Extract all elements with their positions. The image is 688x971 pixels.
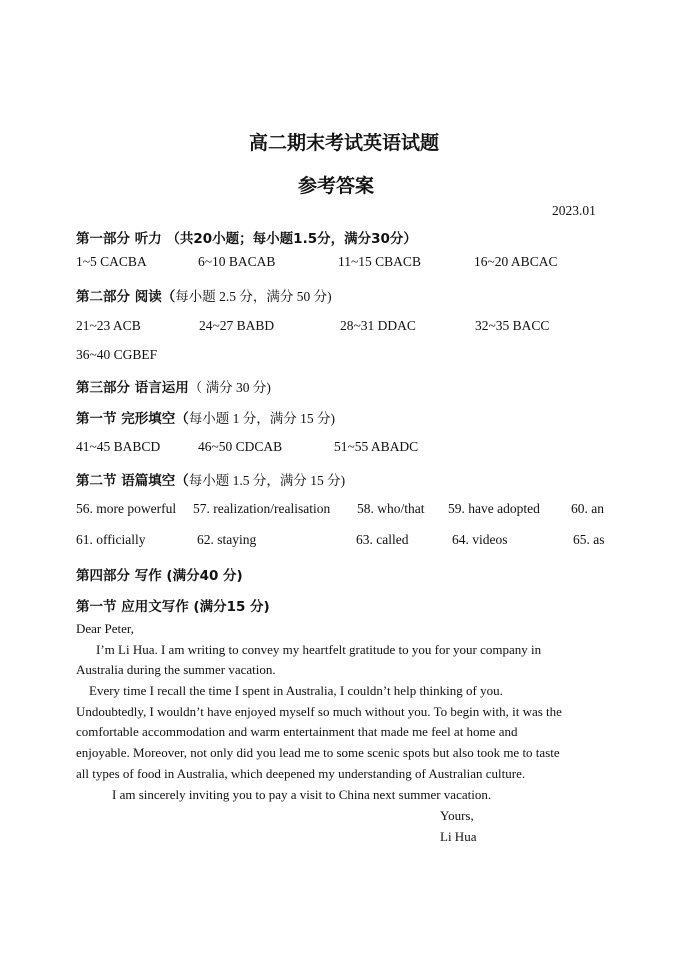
answer-item: 59. have adopted bbox=[448, 501, 540, 516]
part1-heading: 第一部分 听力 （共20小题；每小题1.5分，满分30分） bbox=[76, 231, 417, 247]
part2-heading-bold: 第二部分 阅读（ bbox=[76, 289, 176, 305]
date-label: 2023.01 bbox=[552, 203, 596, 218]
part2-heading bbox=[76, 285, 332, 305]
section1-heading-bold: 第一节 完形填空（ bbox=[76, 411, 189, 427]
answer-item: 65. as bbox=[573, 532, 605, 547]
part3-section1-heading bbox=[76, 407, 335, 427]
answer-group: 6~10 BACAB bbox=[198, 254, 276, 269]
letter-line: all types of food in Australia, which deepened my understanding of Australian culture. bbox=[76, 766, 526, 781]
answer-group: 16~20 ABCAC bbox=[474, 254, 558, 269]
answer-group: 24~27 BABD bbox=[199, 318, 275, 333]
section2-heading-bold: 第二节 语篇填空（ bbox=[76, 473, 189, 489]
part3-heading-bold: 第三部分 语言运用 bbox=[76, 380, 189, 396]
letter-salutation: Dear Peter, bbox=[76, 621, 134, 636]
part2-heading-score: 每小题 2.5 分，满分 50 分) bbox=[175, 289, 332, 304]
answer-group: 11~15 CBACB bbox=[338, 254, 421, 269]
answer-item: 60. an bbox=[571, 501, 604, 516]
answer-group: 21~23 ACB bbox=[76, 318, 141, 333]
page-title: 高二期末考试英语试题 bbox=[248, 132, 439, 154]
letter-signature: Li Hua bbox=[440, 829, 477, 844]
letter-line: I am sincerely inviting you to pay a visit to China next summer vacation. bbox=[112, 787, 492, 802]
answer-item: 56. more powerful bbox=[76, 501, 177, 516]
section2-heading-score: 每小题 1.5 分，满分 15 分) bbox=[188, 473, 346, 488]
answer-item: 58. who/that bbox=[357, 501, 425, 516]
answer-item: 64. videos bbox=[452, 532, 508, 547]
answer-group: 36~40 CGBEF bbox=[76, 347, 158, 362]
part4-section1-heading: 第一节 应用文写作 (满分15 分) bbox=[76, 599, 270, 615]
part3-heading-score: （ 满分 30 分) bbox=[188, 380, 271, 395]
letter-line: comfortable accommodation and warm entertainment that made me feel at home and bbox=[76, 724, 518, 739]
answer-group: 51~55 ABADC bbox=[334, 439, 419, 454]
letter-line: I’m Li Hua. I am writing to convey my heartfelt gratitude to you for your company in bbox=[96, 642, 542, 657]
page-subtitle: 参考答案 bbox=[297, 175, 374, 197]
answer-group: 28~31 DDAC bbox=[340, 318, 416, 333]
answer-item: 63. called bbox=[356, 532, 409, 547]
answer-group: 1~5 CACBA bbox=[76, 254, 147, 269]
part4-heading: 第四部分 写作 (满分40 分) bbox=[76, 568, 243, 584]
letter-line: Every time I recall the time I spent in Australia, I couldn’t help thinking of you. bbox=[89, 683, 503, 698]
answer-group: 46~50 CDCAB bbox=[198, 439, 283, 454]
part3-section2-heading bbox=[76, 469, 345, 489]
section1-heading-score: 每小题 1 分，满分 15 分) bbox=[188, 411, 335, 426]
letter-line: Australia during the summer vacation. bbox=[76, 662, 276, 677]
answer-item: 61. officially bbox=[76, 532, 146, 547]
answer-group: 32~35 BACC bbox=[475, 318, 550, 333]
part3-heading bbox=[76, 376, 271, 396]
answer-group: 41~45 BABCD bbox=[76, 439, 161, 454]
letter-line: enjoyable. Moreover, not only did you lead me to some scenic spots but also took me to taste bbox=[76, 745, 560, 760]
letter-closing: Yours, bbox=[440, 808, 474, 823]
answer-item: 57. realization/realisation bbox=[193, 501, 331, 516]
letter-line: Undoubtedly, I wouldn’t have enjoyed myself so much without you. To begin with, it was the bbox=[76, 704, 562, 719]
answer-item: 62. staying bbox=[197, 532, 257, 547]
